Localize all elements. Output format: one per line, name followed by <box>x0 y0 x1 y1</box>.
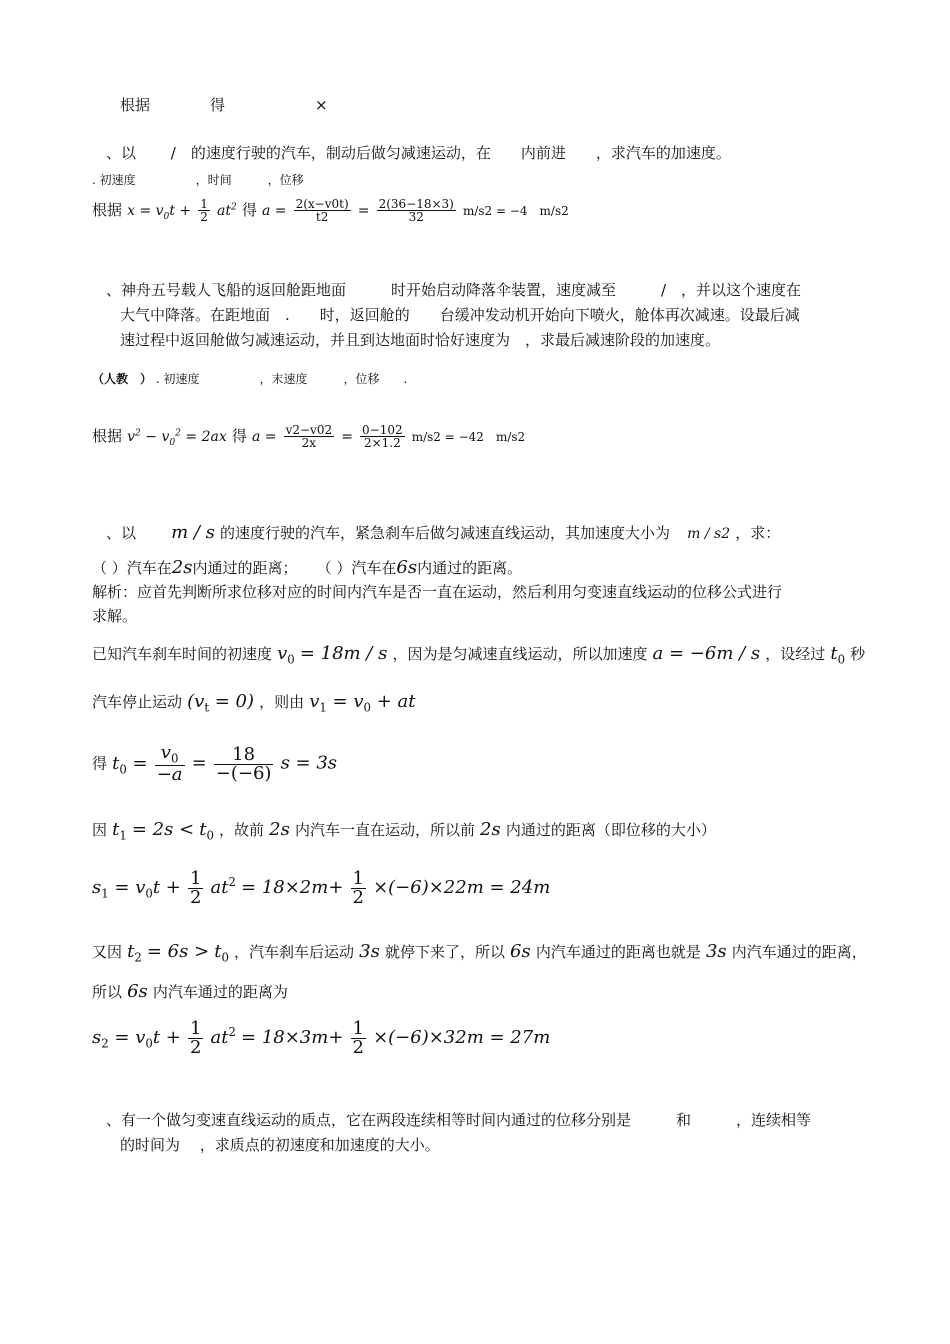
fraction-half: $\frac{1}{2}$ <box>189 868 202 908</box>
s2-result: ×(−6)×32m = 27m <box>373 1027 551 1048</box>
acceleration-symbol: a = <box>251 429 277 445</box>
again-line <box>92 943 867 964</box>
q4-text: 的速度行驶的汽车，紧急刹车后做匀减速直线运动，其加速度大小为 <box>220 524 671 542</box>
subquestion-2: 内通过的距离。 <box>417 559 523 577</box>
solution-result: m/s2 = −42 m/s2 <box>411 430 526 444</box>
equals-sign: = <box>191 752 207 774</box>
acceleration-unit: m / s2 <box>687 526 731 542</box>
time-value: 3s <box>705 941 727 962</box>
known-text: ，因为是匀减速直线运动，所以加速度 <box>392 645 648 663</box>
t1-comparison: = 2s < <box>131 819 195 840</box>
subquestion-2: （ ）汽车在 <box>316 559 397 577</box>
formula-tail: $at^2$ <box>216 202 237 219</box>
s1-lhs: $s_1 = v_0t$ + <box>92 877 181 901</box>
given-values: . 初速度 ，末速度 ，位移 . <box>155 372 408 386</box>
known-text: 已知汽车刹车时间的初速度 <box>92 645 273 663</box>
s2-term: $at^2$ <box>210 1025 236 1048</box>
fraction-general: $\frac{2(x-v0t)}{t2}$ <box>295 197 349 224</box>
solution-result: m/s2 = −4 m/s2 <box>462 204 569 218</box>
s1-result: ×(−6)×22m = 24m <box>373 877 551 898</box>
kinematic-formula: $x = v_0t$ + <box>127 203 192 222</box>
question-2-text: 、以 / 的速度行驶的汽车，制动后做匀减速运动，在 内前进 ，求汽车的加速度。 <box>106 144 731 162</box>
stop-text: ，则由 <box>259 693 305 711</box>
s2-lhs: $s_2 = v_0t$ + <box>92 1027 181 1051</box>
time-value: 3s <box>359 941 380 962</box>
fraction-numeric: $\frac{0-102}{2\times 1.2}$ <box>362 423 403 450</box>
time-value: 2s <box>269 819 290 840</box>
kinematic-formula: $v^2 - v_0^2 = 2ax$ <box>127 428 227 448</box>
question-3-line-3: 速过程中返回舱做匀减速运动，并且到达地面时恰好速度为 ，求最后减速阶段的加速度。 <box>120 331 721 349</box>
fraction-symbolic: $\frac{v_0}{-a}$ <box>156 742 183 786</box>
time-value: 6s <box>396 557 418 578</box>
equals-sign: = <box>357 203 370 219</box>
solution-mid: 得 <box>231 427 247 445</box>
question-4-subquestions <box>92 559 522 577</box>
known-text: ，设经过 <box>765 645 826 663</box>
fraction-general: $\frac{v2-v02}{2x}$ <box>285 423 333 450</box>
because-text: 内汽车一直在运动，所以前 <box>294 821 475 839</box>
s2-rhs: = 18×3m+ <box>241 1027 344 1048</box>
because-text: 内通过的距离（即位移的大小） <box>505 821 716 839</box>
because-text: 因 <box>92 821 108 839</box>
time-value: 2s <box>480 819 501 840</box>
question-3-line-1: 、神舟五号载人飞船的返回舱距地面 时开始启动降落伞装置，速度减至 / ，并以这个速度在 <box>106 281 802 299</box>
known-text: 秒 <box>850 645 866 663</box>
t1-symbol: $t_1$ <box>112 819 127 843</box>
fraction-half: $\frac{1}{2}$ <box>352 868 364 908</box>
because-line <box>92 821 716 842</box>
subquestion-1: 内通过的距离； <box>192 559 298 577</box>
time-value: 2s <box>171 557 193 578</box>
solution-mid: 得 <box>241 201 257 219</box>
vt-equation: $(v_t = 0)$ <box>187 691 255 715</box>
s1-rhs: = 18×2m+ <box>241 877 344 898</box>
analysis-line-1: 解析：应首先判断所求位移对应的时间内汽车是否一直在运动，然后利用匀变速直线运动的位移公式进行 <box>92 583 783 601</box>
t0-symbol: $t_0$ <box>199 819 214 843</box>
time-value: 6s <box>127 981 148 1002</box>
s1-equation <box>92 870 550 907</box>
fraction-numeric: $\frac{2(36-18\times 3)}{32}$ <box>378 197 454 224</box>
velocity-formula: $v_1 = v_0$ + at <box>309 691 416 715</box>
question-3-solution <box>92 424 525 449</box>
formula-line-fragment: 根据 得 × <box>120 96 328 114</box>
q4-text: 、以 <box>106 524 167 542</box>
fraction-numeric: $\frac{18}{-(-6)}$ <box>215 743 272 784</box>
get-text: 得 <box>92 754 108 773</box>
question-3-given <box>92 373 407 385</box>
question-5-line-1: 、有一个做匀变速直线运动的质点，它在两段连续相等时间内通过的位移分别是 和 ，连续相等 <box>106 1111 812 1129</box>
t2-comparison: = 6s > <box>146 941 210 962</box>
solution-lead: 根据 <box>92 201 123 219</box>
analysis-line-2: 求解。 <box>92 607 138 625</box>
question-4-line-1 <box>106 524 780 542</box>
velocity-unit: m / s <box>171 522 215 543</box>
s2-equation <box>92 1020 550 1057</box>
so-line <box>92 983 288 1001</box>
so-text: 所以 <box>92 983 123 1001</box>
equals-sign: = <box>341 429 353 445</box>
stop-condition <box>92 693 415 714</box>
q4-text: ，求： <box>735 524 781 542</box>
t0-result: s = 3s <box>280 752 338 774</box>
t0-derivation <box>92 744 337 784</box>
because-text: ，故前 <box>219 821 265 839</box>
t0-symbol: $t_0$ <box>830 643 846 667</box>
again-text: 内汽车通过的距离， <box>731 943 867 961</box>
acceleration-symbol: a = <box>261 203 287 219</box>
again-text: ，汽车刹车后运动 <box>234 943 355 961</box>
stop-text: 汽车停止运动 <box>92 693 183 711</box>
again-text: 又因 <box>92 943 123 961</box>
source-label: （人教 ） <box>92 372 153 386</box>
t0-symbol: $t_0$ <box>214 941 229 965</box>
subquestion-1: （ ）汽车在 <box>92 559 172 577</box>
solution-lead: 根据 <box>92 427 123 445</box>
s1-term: $at^2$ <box>210 875 236 898</box>
question-3-line-2: 大气中降落。在距地面 . 时，返回舱的 台缓冲发动机开始向下喷火，舱体再次减速。设最后减 <box>120 306 800 324</box>
fraction-half: $\frac{1}{2}$ <box>189 1018 202 1058</box>
question-2-given: . 初速度 ，时间 ，位移 <box>92 173 304 187</box>
fraction-half: $\frac{1}{2}$ <box>200 197 208 224</box>
question-5-line-2: 的时间为 ，求质点的初速度和加速度的大小。 <box>120 1136 440 1154</box>
v0-symbol: $v_0$ <box>277 643 295 667</box>
fraction-half: $\frac{1}{2}$ <box>352 1018 364 1058</box>
a-value: a = −6m / s <box>652 643 761 664</box>
t2-symbol: $t_2$ <box>127 941 142 965</box>
so-text: 内汽车通过的距离为 <box>152 983 288 1001</box>
t0-symbol: $t_0$ = <box>112 752 148 777</box>
again-text: 就停下来了，所以 <box>384 943 505 961</box>
v0-value: = 18m / s <box>299 643 388 664</box>
time-value: 6s <box>510 941 531 962</box>
question-2-solution <box>92 198 569 223</box>
known-conditions <box>92 645 865 666</box>
again-text: 内汽车通过的距离也就是 <box>535 943 701 961</box>
